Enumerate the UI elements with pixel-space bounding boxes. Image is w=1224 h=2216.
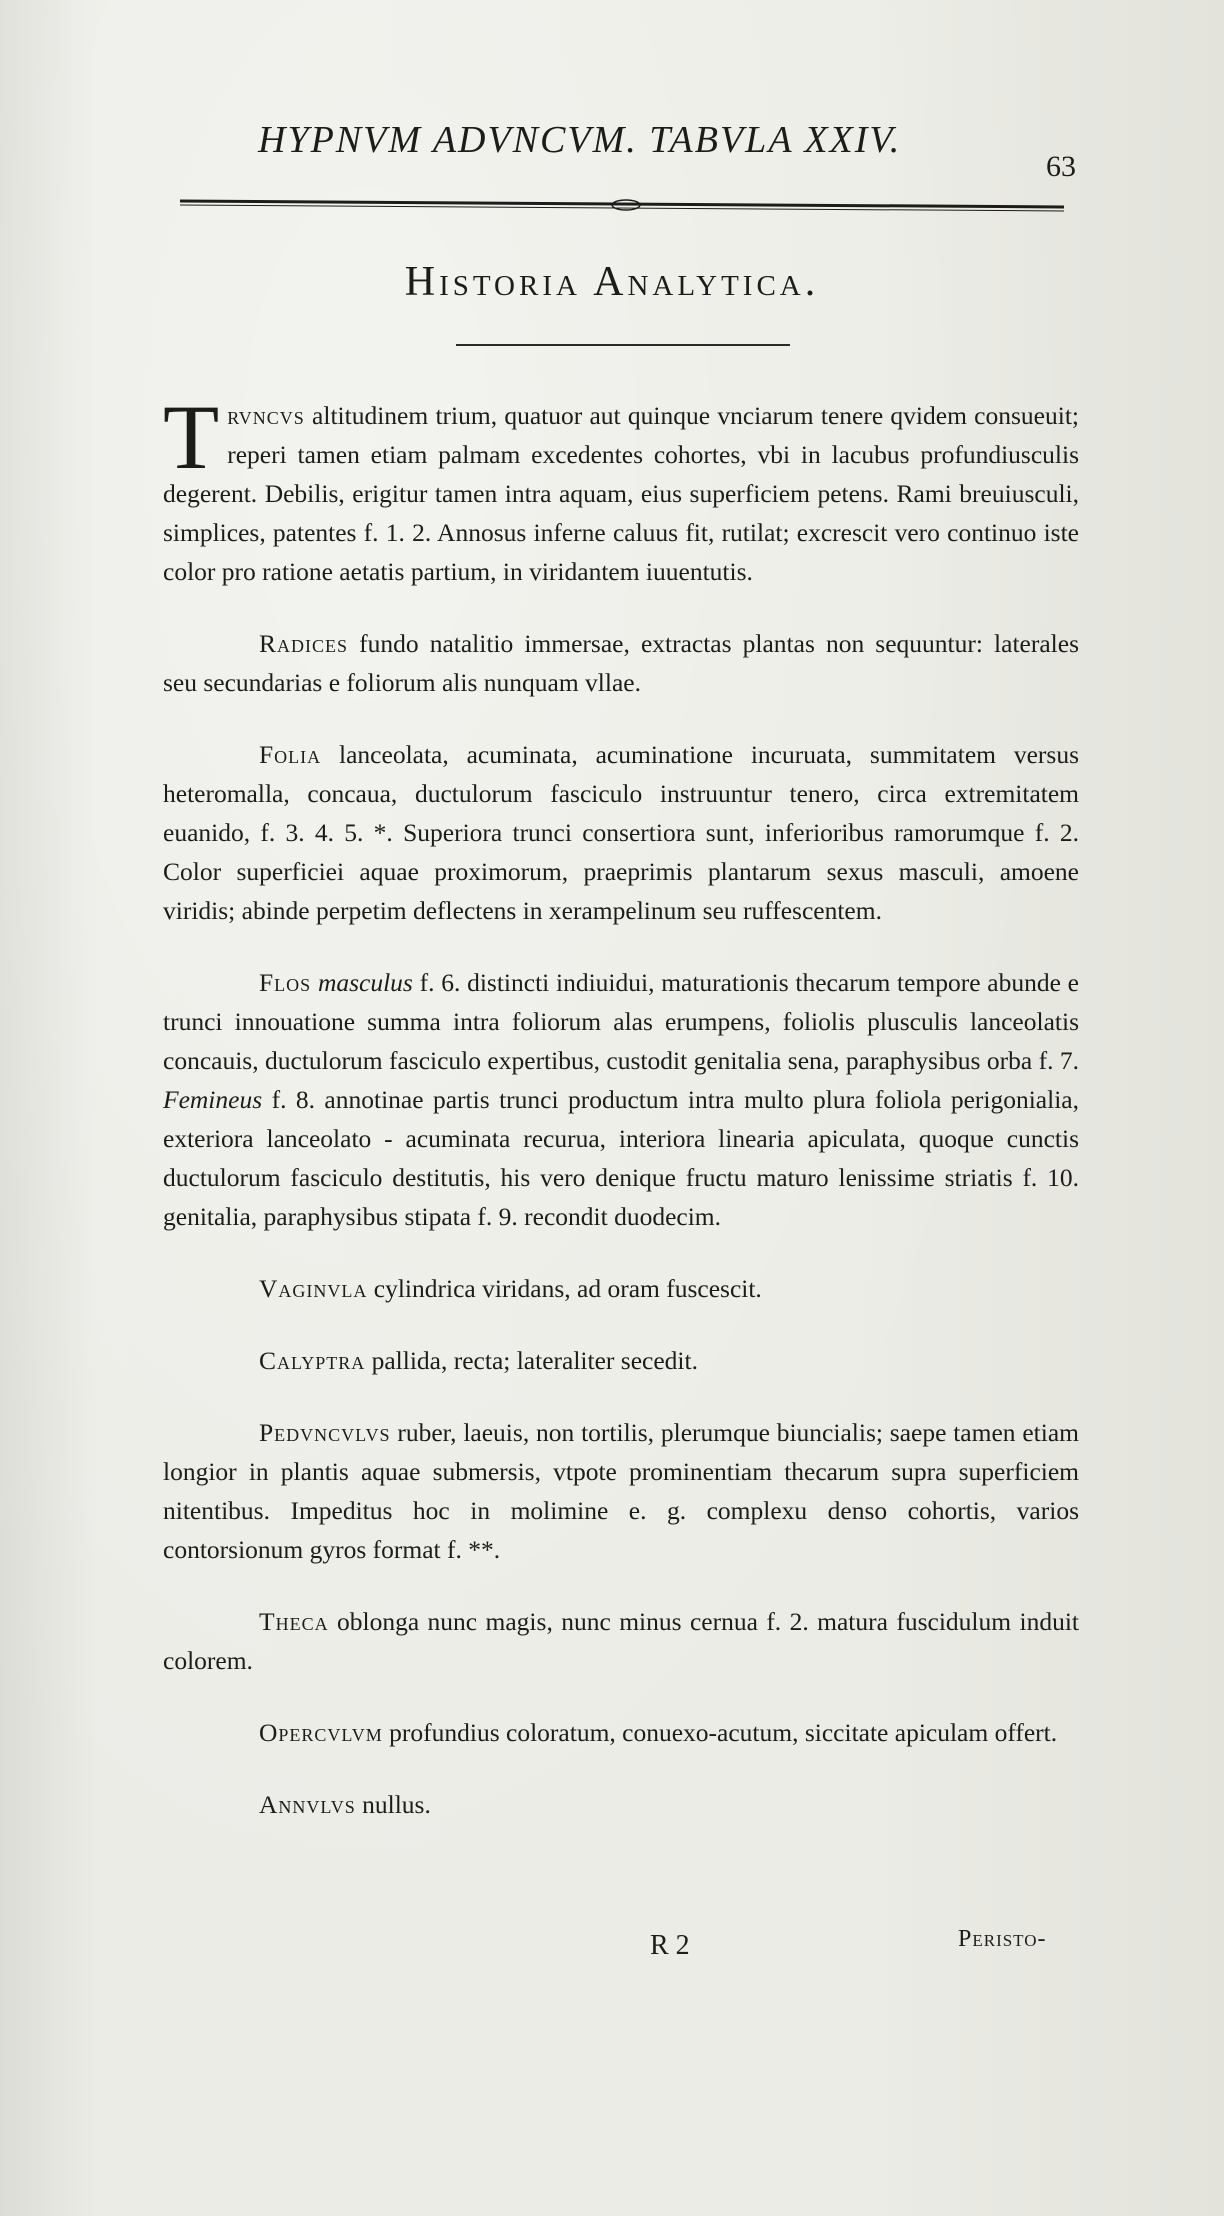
- entry-term: rvncvs: [227, 401, 305, 430]
- paragraph-vaginula: [163, 1269, 1079, 1308]
- entry-term: Flos: [259, 968, 312, 997]
- paragraph-flos: [163, 963, 1079, 1236]
- paragraph-pedunculus: [163, 1413, 1079, 1569]
- entry-term: Calyptra: [259, 1346, 366, 1375]
- paragraph-calyptra: [163, 1341, 1079, 1380]
- entry-term: Theca: [259, 1607, 329, 1636]
- ornamental-rule: [180, 196, 1064, 214]
- entry-text: altitudinem trium, quatuor aut quinque vnciarum tenere qvidem consueuit; reperi tamen etiam palmam excedentes cohortes, vbi in lacubus profundiusculis degerent. Debilis, erigitur tamen intra aquam, eius superficiem petens. Rami breuiusculi, simplices, patentes f. 1. 2. Annosus inferne caluus fit, rutilat; excrescit vero continuo iste color pro ratione aetatis partium, in viridantem iuuentutis.: [163, 401, 1079, 586]
- running-head: HYPNVM ADVNCVM. TABVLA XXIV.: [258, 119, 902, 161]
- entry-text: pallida, recta; lateraliter secedit.: [365, 1346, 698, 1375]
- entry-term-italic: masculus: [317, 968, 413, 997]
- title-underline: [456, 344, 790, 346]
- entry-text: fundo natalitio immersae, extractas plantas non sequuntur: laterales seu secundarias e foliorum alis nunquam vllae.: [163, 629, 1079, 697]
- entry-term: Radices: [259, 629, 349, 658]
- entry-term: Opercvlvm: [259, 1718, 383, 1747]
- entry-text: profundius coloratum, conuexo-acutum, siccitate apiculam offert.: [382, 1718, 1058, 1747]
- entry-text: ruber, laeuis, non tortilis, plerumque biuncialis; saepe tamen etiam longior in plantis aquae submersis, vtpote prominentiam thecarum supra superficiem nitentibus. Impeditus hoc in molimine e. g. complexu denso cohortis, varios contorsionum gyros format f. **.: [163, 1418, 1079, 1564]
- paragraph-truncus: [163, 386, 1079, 591]
- entry-text: f. 6. distincti indiuidui, maturationis thecarum tempore abunde e trunci innouatione summa intra foliorum alas erumpens, foliolis plusculis lanceolatis concauis, ductulorum fasciculo expertibus, custodit genitalia sena, paraphysibus orba f. 7.: [163, 968, 1080, 1075]
- paragraph-operculum: [163, 1713, 1079, 1752]
- entry-italic-femineus: Femineus: [163, 1085, 263, 1114]
- paragraph-theca: [163, 1602, 1079, 1680]
- entry-text: nullus.: [355, 1790, 431, 1819]
- signature-mark: R 2: [650, 1930, 690, 1961]
- entry-text: cylindrica viridans, ad oram fuscescit.: [367, 1274, 762, 1303]
- drop-cap: T: [163, 386, 220, 488]
- catchword: Peristo-: [958, 1926, 1047, 1952]
- entry-term: Folia: [259, 740, 322, 769]
- entry-term: Annvlvs: [259, 1790, 356, 1819]
- paragraph-annulus: [163, 1785, 1079, 1824]
- entry-text-continued: f. 8. annotinae partis trunci productum intra multo plura foliola perigonialia, exteriora lanceolato - acuminata recurua, interiora linearia apiculata, quoque cunctis ductulorum fasciculo destitutis, his vero denique fructu maturo lenissime striatis f. 10. genitalia, paraphysibus stipata f. 9. recondit duodecim.: [163, 1085, 1079, 1231]
- section-title: Historia Analytica.: [404, 259, 820, 305]
- entry-term: Vaginvla: [259, 1274, 368, 1303]
- entry-text: lanceolata, acuminata, acuminatione incuruata, summitatem versus heteromalla, concaua, ductulorum fasciculo instruuntur tenero, circa extremitatem euanido, f. 3. 4. 5. *. Superiora trunci consertiora sunt, inferioribus ramorumque f. 2. Color superficiei aquae proximorum, praeprimis plantarum sexus masculi, amoene viridis; abinde perpetim deflectens in xerampelinum seu ruffescentem.: [163, 740, 1079, 925]
- entry-term: Pedvncvlvs: [259, 1418, 391, 1447]
- entry-text: oblonga nunc magis, nunc minus cernua f. 2. matura fuscidulum induit colorem.: [163, 1607, 1079, 1675]
- paragraph-folia: [163, 735, 1079, 930]
- page-number: 63: [1046, 150, 1076, 183]
- body-text: [163, 386, 1080, 1857]
- paragraph-radices: [163, 624, 1079, 702]
